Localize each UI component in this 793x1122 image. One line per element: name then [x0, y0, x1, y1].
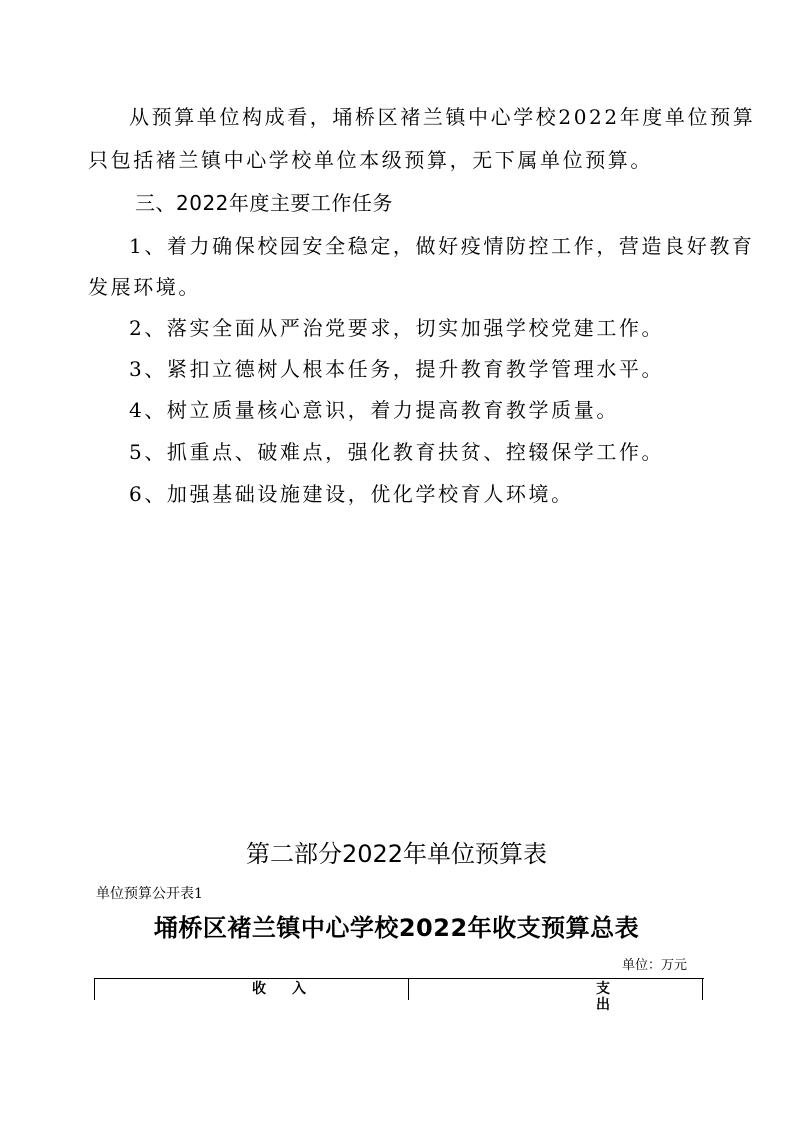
paragraph-line-2: 只包括褚兰镇中心学校单位本级预算，无下属单位预算。 [88, 148, 653, 172]
table-border-left [94, 979, 95, 1000]
task-item-6: 6、加强基础设施建设，优化学校育人环境。 [129, 482, 574, 506]
task-item-1: 1、着力确保校园安全稳定，做好疫情防控工作，营造良好教育 [129, 234, 755, 258]
section-heading-tasks: 三、2022年度主要工作任务 [135, 191, 393, 215]
task-item-2: 2、落实全面从严治党要求，切实加强学校党建工作。 [129, 316, 665, 340]
table-title: 埇桥区褚兰镇中心学校2022年收支预算总表 [153, 914, 640, 942]
task-item-1-cont: 发展环境。 [88, 275, 201, 299]
task-item-3: 3、紧扣立德树人根本任务，提升教育教学管理水平。 [129, 357, 665, 381]
table-divider [408, 979, 409, 1000]
unit-label: 单位：万元 [621, 958, 687, 973]
budget-summary-table [94, 978, 704, 1013]
income-header: 收入 [252, 981, 332, 997]
expense-header: 支出 [596, 981, 680, 1013]
task-item-4: 4、树立质量核心意识，着力提高教育教学质量。 [129, 398, 619, 422]
paragraph-line-1: 从预算单位构成看，埇桥区褚兰镇中心学校2022年度单位预算 [129, 105, 756, 129]
part-two-title: 第二部分2022年单位预算表 [245, 840, 548, 868]
table-label: 单位预算公开表1 [96, 886, 203, 902]
task-item-5: 5、抓重点、破难点，强化教育扶贫、控辍保学工作。 [129, 440, 665, 464]
